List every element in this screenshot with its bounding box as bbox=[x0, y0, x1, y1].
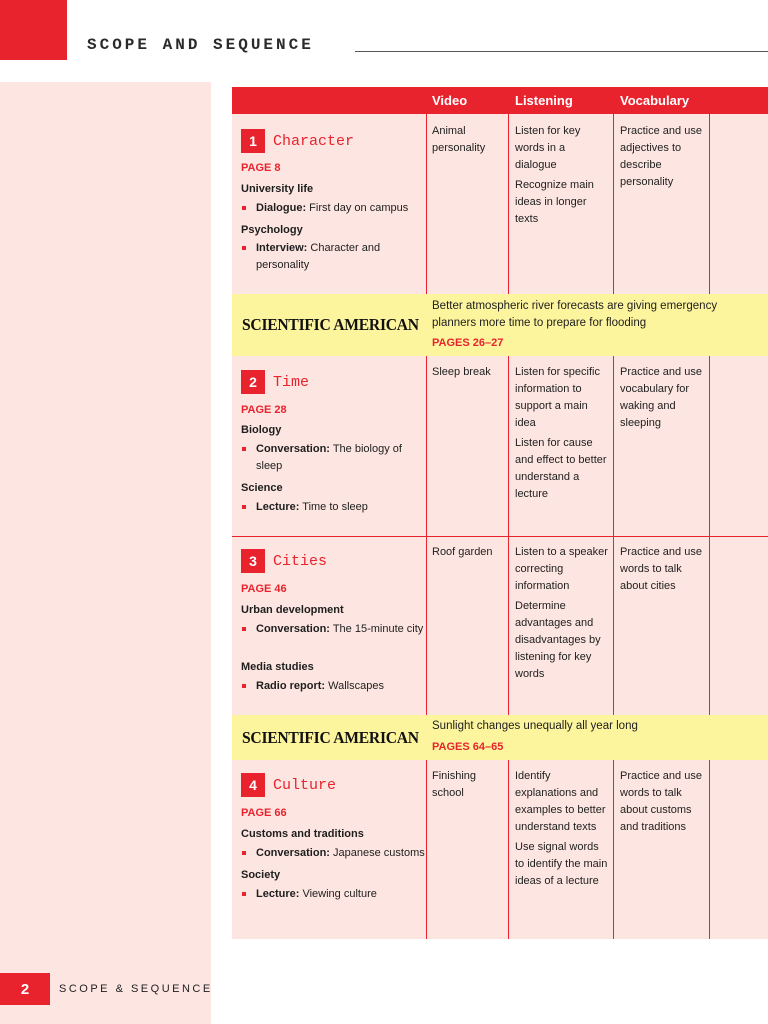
footer-label: SCOPE & SEQUENCE bbox=[59, 983, 213, 995]
topic-heading: Media studies bbox=[241, 661, 314, 673]
page-header-title: SCOPE AND SEQUENCE bbox=[87, 36, 314, 54]
header-rule bbox=[355, 51, 768, 52]
unit-title: Culture bbox=[273, 776, 337, 794]
unit-title: Cities bbox=[273, 552, 328, 570]
video-cell: Animal personality bbox=[432, 125, 486, 154]
listening-cell bbox=[515, 768, 609, 893]
column-divider bbox=[508, 760, 509, 939]
scientific-american-article: Better atmospheric river forecasts are giving emergency planners more time to prepare for flooding bbox=[432, 300, 718, 329]
left-sidebar-panel bbox=[0, 82, 211, 1024]
listening-cell bbox=[515, 364, 609, 506]
video-cell: Roof garden bbox=[432, 546, 493, 558]
column-divider bbox=[508, 114, 509, 294]
bullet-text: Japanese customs bbox=[329, 847, 425, 859]
column-divider bbox=[709, 114, 710, 294]
topic-heading: Customs and traditions bbox=[241, 828, 364, 840]
topic-bullet bbox=[241, 441, 426, 475]
bullet-text: Wallscapes bbox=[325, 680, 384, 692]
column-divider bbox=[709, 760, 710, 939]
column-divider bbox=[613, 760, 614, 939]
unit-title: Character bbox=[273, 132, 355, 150]
vocabulary-cell: Practice and use words to talk about customs and traditions bbox=[620, 770, 702, 833]
bullet-label: Conversation: bbox=[256, 443, 330, 455]
topic-bullet bbox=[241, 886, 426, 903]
bullet-label: Lecture: bbox=[256, 501, 300, 513]
column-divider bbox=[613, 114, 614, 294]
header-vocabulary: Vocabulary bbox=[620, 93, 690, 108]
header-listening: Listening bbox=[515, 93, 573, 108]
scientific-american-logo: SCIENTIFIC AMERICAN bbox=[242, 728, 419, 747]
unit-page-link[interactable]: PAGE 8 bbox=[241, 162, 281, 174]
unit-page-link[interactable]: PAGE 46 bbox=[241, 583, 287, 595]
video-cell: Sleep break bbox=[432, 366, 491, 378]
unit-page-link[interactable]: PAGE 66 bbox=[241, 807, 287, 819]
listening-item: Use signal words to identify the main ideas of a lecture bbox=[515, 841, 608, 887]
topic-bullet bbox=[241, 499, 426, 516]
topic-heading: Science bbox=[241, 482, 283, 494]
topic-heading: Society bbox=[241, 869, 281, 881]
topic-bullet bbox=[241, 240, 426, 274]
bullet-text: Character and personality bbox=[256, 242, 381, 271]
topic-bullet bbox=[241, 678, 426, 695]
vocabulary-cell: Practice and use vocabulary for waking and sleeping bbox=[620, 366, 702, 429]
header-video: Video bbox=[432, 93, 468, 108]
listening-cell bbox=[515, 123, 609, 231]
unit-number-badge: 4 bbox=[241, 773, 265, 797]
topic-heading: University life bbox=[241, 183, 314, 195]
scientific-american-logo: SCIENTIFIC AMERICAN bbox=[242, 315, 419, 334]
column-divider bbox=[426, 114, 427, 294]
topic-bullet bbox=[241, 845, 426, 862]
scientific-american-article: Sunlight changes unequally all year long bbox=[432, 720, 638, 732]
scientific-american-band bbox=[232, 715, 768, 760]
listening-cell bbox=[515, 544, 609, 686]
bullet-text: Time to sleep bbox=[299, 501, 368, 513]
footer-page-number: 2 bbox=[0, 973, 50, 1005]
table-header-row bbox=[232, 87, 768, 114]
scientific-american-pages[interactable]: PAGES 64–65 bbox=[432, 741, 504, 753]
topic-bullet bbox=[241, 200, 426, 217]
scope-sequence-table bbox=[232, 87, 768, 939]
vocabulary-cell: Practice and use adjectives to describe personality bbox=[620, 125, 702, 188]
column-divider bbox=[426, 760, 427, 939]
vocabulary-cell: Practice and use words to talk about cities bbox=[620, 546, 702, 592]
listening-item: Identify explanations and examples to better understand texts bbox=[515, 770, 606, 833]
listening-item: Listen to a speaker correcting information bbox=[515, 546, 608, 592]
topic-heading: Biology bbox=[241, 424, 282, 436]
listening-item: Listen for specific information to support a main idea bbox=[515, 366, 600, 429]
bullet-label: Conversation: bbox=[256, 623, 330, 635]
listening-item: Listen for key words in a dialogue bbox=[515, 125, 581, 171]
unit-heading bbox=[241, 129, 354, 153]
corner-accent-block bbox=[0, 0, 67, 60]
topic-bullet bbox=[241, 621, 426, 638]
unit-page-link[interactable]: PAGE 28 bbox=[241, 404, 287, 416]
unit-number-badge: 2 bbox=[241, 370, 265, 394]
unit-number-badge: 1 bbox=[241, 129, 265, 153]
bullet-text: The biology of sleep bbox=[256, 443, 402, 472]
unit-number-badge: 3 bbox=[241, 549, 265, 573]
listening-item: Recognize main ideas in longer texts bbox=[515, 179, 594, 225]
video-cell: Finishing school bbox=[432, 770, 477, 799]
unit-heading bbox=[241, 370, 309, 394]
topic-heading: Psychology bbox=[241, 224, 303, 236]
scientific-american-band bbox=[232, 294, 768, 356]
topic-heading: Urban development bbox=[241, 604, 344, 616]
bullet-label: Dialogue: bbox=[256, 202, 307, 214]
unit-title: Time bbox=[273, 373, 310, 391]
unit-heading bbox=[241, 549, 327, 573]
bullet-text: The 15-minute city bbox=[329, 623, 424, 635]
bullet-text: Viewing culture bbox=[299, 888, 377, 900]
bullet-label: Conversation: bbox=[256, 847, 330, 859]
listening-item: Determine advantages and disadvantages by listening for key words bbox=[515, 600, 601, 680]
bullet-label: Radio report: bbox=[256, 680, 326, 692]
bullet-label: Interview: bbox=[256, 242, 308, 254]
row-divider bbox=[232, 536, 768, 537]
scientific-american-pages[interactable]: PAGES 26–27 bbox=[432, 337, 504, 349]
bullet-label: Lecture: bbox=[256, 888, 300, 900]
bullet-text: First day on campus bbox=[306, 202, 409, 214]
listening-item: Listen for cause and effect to better understand a lecture bbox=[515, 437, 607, 500]
unit-heading bbox=[241, 773, 336, 797]
